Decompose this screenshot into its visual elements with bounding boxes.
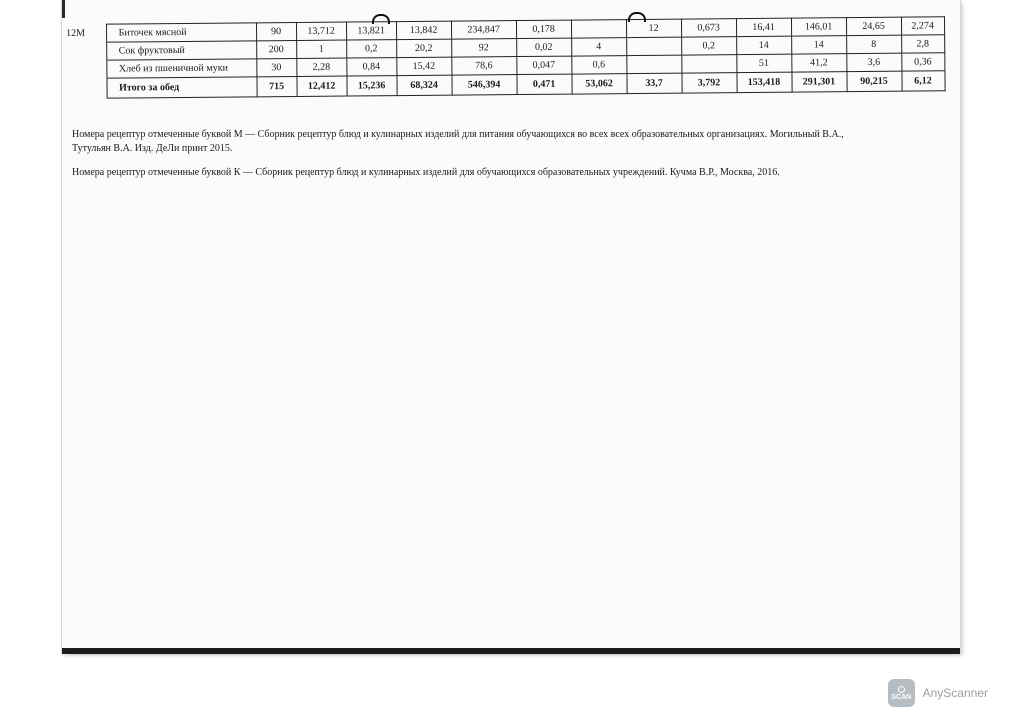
recipe-code: [64, 42, 106, 60]
cell: 41,2: [791, 54, 846, 72]
cell: 2,28: [296, 58, 346, 76]
cell: 0,047: [516, 56, 571, 74]
binder-hole-mark: [372, 14, 390, 24]
cell: 14: [736, 36, 791, 54]
cell: 13,842: [396, 21, 451, 39]
cell: [626, 37, 681, 55]
cell: 200: [256, 40, 296, 58]
cell: 0,178: [516, 20, 571, 38]
anyscanner-watermark: [888, 677, 988, 709]
scan-logo-icon: [888, 679, 915, 707]
cell: 2,274: [901, 17, 944, 35]
total-cell: 715: [256, 76, 296, 96]
dish-name: Сок фруктовый: [106, 41, 256, 60]
cell: [571, 20, 626, 38]
cell: 3,6: [846, 53, 901, 71]
cell: 12: [626, 19, 681, 37]
cell: 13,712: [296, 22, 346, 40]
total-cell: 153,418: [736, 72, 791, 92]
watermark-brand: AnyScanner: [922, 686, 988, 700]
footnote-k: Номера рецептур отмеченные буквой К — Сборник рецептур блюд и кулинарных изделий для обучающихся образовательных учреждений. Кучма В.Р., Москва, 2016.: [72, 167, 780, 178]
total-cell: 0,471: [516, 74, 571, 94]
footnote-m-line1: Номера рецептур отмеченные буквой М — Сборник рецептур блюд и кулинарных изделий для питания обучающихся во всех всех образовательных организациях. Могильный В.А.,: [72, 129, 844, 140]
total-cell: 3,792: [681, 73, 736, 93]
total-cell: 68,324: [396, 75, 451, 95]
cell: 0,2: [346, 40, 396, 58]
cell: 1: [296, 40, 346, 58]
dish-name: Хлеб из пшеничной муки: [106, 59, 256, 78]
cell: 2,8: [901, 35, 944, 53]
cell: 90: [256, 22, 296, 40]
cell: [626, 55, 681, 73]
footnote-m-line2: Тутульян В.А. Изд. ДеЛи принт 2015.: [72, 143, 233, 154]
cell: 146,01: [791, 18, 846, 36]
cell: [681, 55, 736, 73]
nutrition-table: [64, 16, 945, 99]
cell: 13,821: [346, 22, 396, 40]
cell: 8: [846, 35, 901, 53]
recipe-code: 12М: [64, 24, 106, 42]
cell: 78,6: [451, 57, 516, 76]
cell: 0,84: [346, 58, 396, 76]
total-cell: 291,301: [791, 72, 846, 92]
cell: 234,847: [451, 21, 516, 40]
recipe-code: [64, 78, 106, 98]
cell: 0,6: [571, 56, 626, 74]
total-cell: 546,394: [451, 75, 516, 96]
total-cell: 33,7: [626, 73, 681, 93]
cell: 24,65: [846, 17, 901, 35]
recipe-code: [64, 60, 106, 78]
scan-badge-label: SCAN: [891, 693, 912, 701]
cell: 30: [256, 58, 296, 76]
total-cell: 15,236: [346, 76, 396, 96]
total-cell: 6,12: [901, 71, 944, 91]
total-cell: 90,215: [846, 71, 901, 91]
binder-hole-mark: [628, 12, 646, 22]
cell: 92: [451, 39, 516, 58]
cell: 16,41: [736, 18, 791, 36]
total-cell: 53,062: [571, 74, 626, 94]
cell: 0,673: [681, 19, 736, 37]
page-edge-bottom: [62, 648, 960, 654]
cell: 4: [571, 38, 626, 56]
cell: 51: [736, 54, 791, 72]
cell: 14: [791, 36, 846, 54]
total-cell: 12,412: [296, 76, 346, 96]
cell: 0,02: [516, 38, 571, 56]
cell: 15,42: [396, 57, 451, 75]
cell: 20,2: [396, 39, 451, 57]
cell: 0,36: [901, 53, 944, 71]
total-label: Итого за обед: [106, 77, 256, 98]
page-edge-left: [62, 0, 65, 18]
cell: 0,2: [681, 37, 736, 55]
dish-name: Биточек мясной: [106, 23, 256, 42]
